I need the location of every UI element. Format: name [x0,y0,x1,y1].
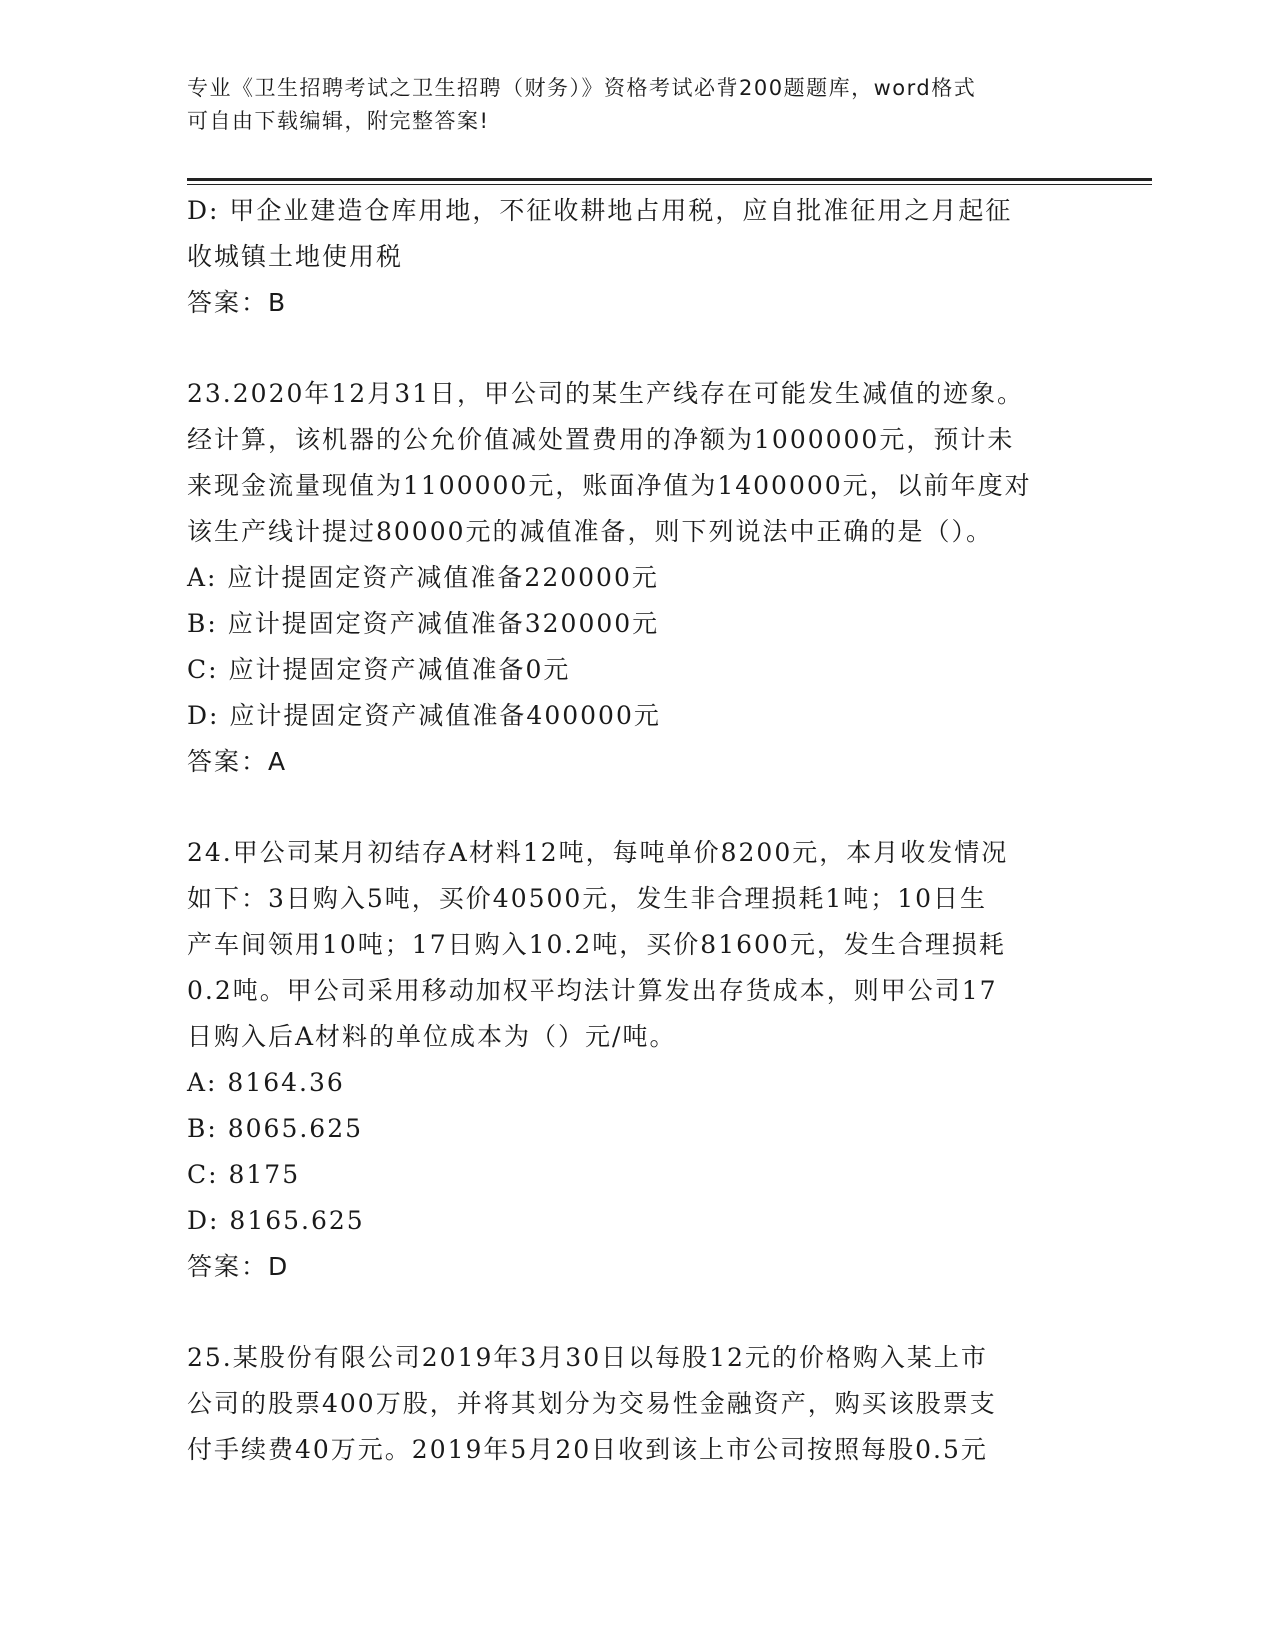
question-stem: 如下：3日购入5吨，买价40500元，发生非合理损耗1吨；10日生 [187,884,988,913]
document-body [187,188,1087,1473]
question-stem: 来现金流量现值为1100000元，账面净值为1400000元，以前年度对 [187,471,1032,500]
question-stem: 24.甲公司某月初结存A材料12吨，每吨单价8200元，本月收发情况 [187,838,1009,867]
answer-text: 答案：D [187,1252,290,1281]
option-c: C: 8175 [187,1160,301,1189]
question-stem: 公司的股票400万股，并将其划分为交易性金融资产，购买该股票支 [187,1389,997,1418]
option-a: A: 8164.36 [187,1068,345,1097]
question-stem: 付手续费40万元。2019年5月20日收到该上市公司按照每股0.5元 [187,1435,988,1464]
answer-text: 答案：B [187,288,288,317]
option-text: 收城镇土地使用税 [187,242,404,271]
question-stem: 0.2吨。甲公司采用移动加权平均法计算发出存货成本，则甲公司17 [187,976,998,1005]
option-d: D: 应计提固定资产减值准备400000元 [187,701,661,730]
question-stem: 25.某股份有限公司2019年3月30日以每股12元的价格购入某上市 [187,1343,988,1372]
answer-text: 答案：A [187,747,288,776]
question-stem: 该生产线计提过80000元的减值准备，则下列说法中正确的是（）。 [187,517,994,546]
question-stem: 产车间领用10吨；17日购入10.2吨，买价81600元，发生合理损耗 [187,930,1006,959]
option-d: D: 8165.625 [187,1206,365,1235]
spacer [187,326,1087,371]
page-header: 专业《卫生招聘考试之卫生招聘（财务）》资格考试必背200题题库，word格式 可自由下载编辑，附完整答案! [187,76,977,133]
spacer [187,1290,1087,1335]
header-divider-thin [187,184,1152,185]
question-stem: 经计算，该机器的公允价值减处置费用的净额为1000000元，预计未 [187,425,1015,454]
spacer [187,785,1087,830]
option-a: A: 应计提固定资产减值准备220000元 [187,563,659,592]
option-b: B: 8065.625 [187,1114,364,1143]
question-stem: 日购入后A材料的单位成本为（）元/吨。 [187,1022,677,1051]
header-divider-thick [187,178,1152,181]
option-text: D: 甲企业建造仓库用地，不征收耕地占用税，应自批准征用之月起征 [187,196,1013,225]
option-b: B: 应计提固定资产减值准备320000元 [187,609,660,638]
option-c: C: 应计提固定资产减值准备0元 [187,655,571,684]
question-stem: 23.2020年12月31日，甲公司的某生产线存在可能发生减值的迹象。 [187,379,1025,408]
